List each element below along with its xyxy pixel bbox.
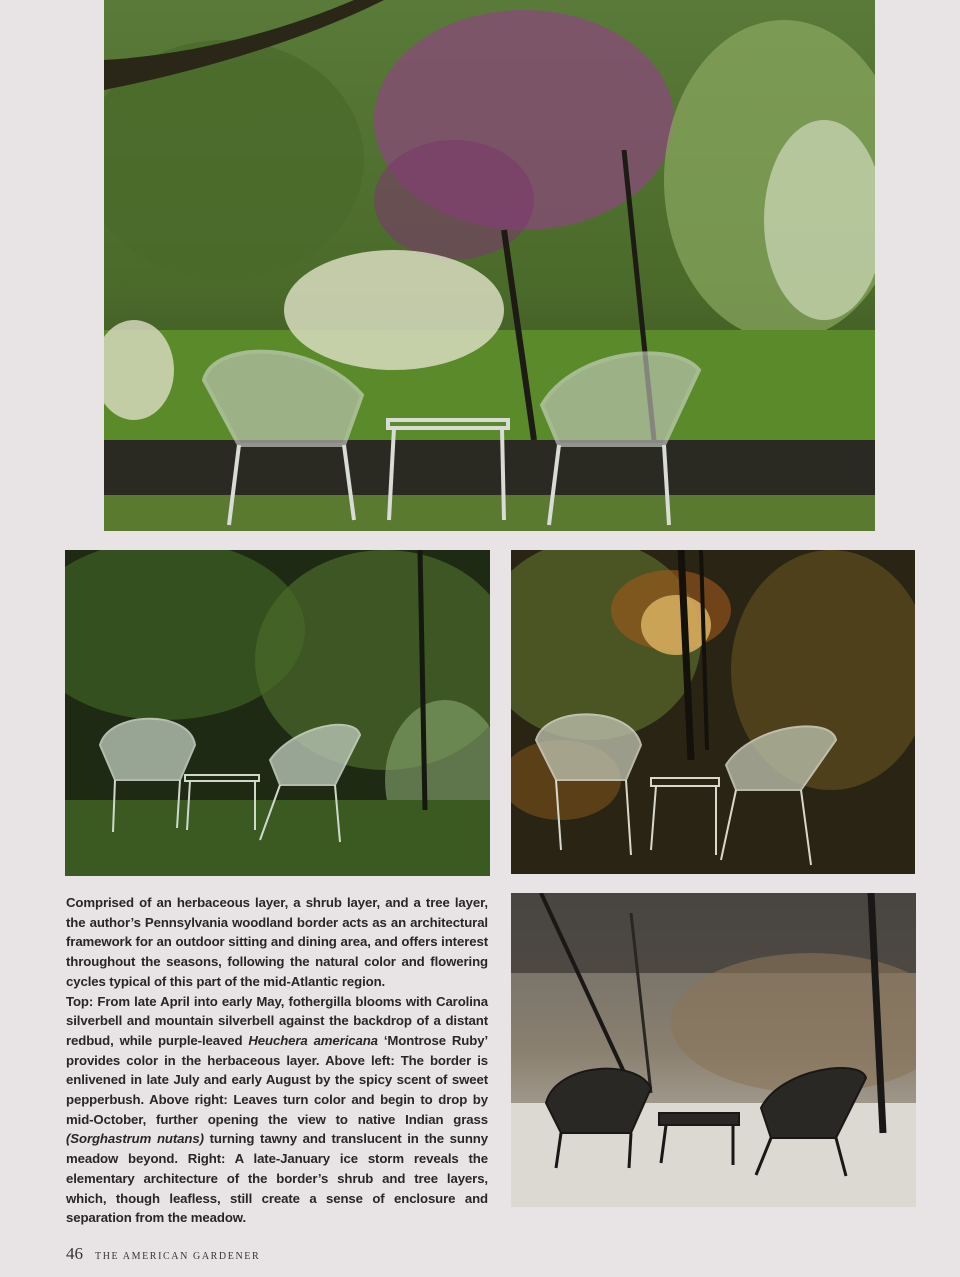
photo-winter-ice-storm xyxy=(511,893,916,1207)
photo-caption xyxy=(66,893,488,1228)
caption-heuchera-name: Heuchera americana xyxy=(248,1032,378,1048)
running-head: THE AMERICAN GARDENER xyxy=(95,1251,261,1262)
caption-end-text: turning tawny and translucent in the sunny meadow beyond. Right: A late-January ice storm reveals the elementary architecture of the border’s shrub and tree layers, which, though leafless, still create a sense of enclosure and separation from the meadow. xyxy=(66,1131,488,1226)
page-footer xyxy=(66,1244,260,1264)
caption-intro: Comprised of an herbaceous layer, a shrub layer, and a tree layer, the author’s Pennsylvania woodland border acts as an architectural framework for an outdoor sitting and dining area, and offers interest throughout the seasons, following the natural color and flowering cycles typical of this part of the mid-Atlantic region. xyxy=(66,895,488,989)
caption-sorghastrum-name: (Sorghastrum nutans) xyxy=(66,1131,204,1147)
caption-middle-text: ‘Montrose Ruby’ provides color in the herbaceous layer. Above left: The border is enlivened in late July and early August by the spicy scent of sweet pepperbush. Above right: Leaves turn color and begin to drop by mid-October, further opening the view to native Indian grass xyxy=(66,1032,489,1127)
photo-autumn-border xyxy=(511,550,915,874)
page-number: 46 xyxy=(66,1244,83,1263)
photo-spring-garden xyxy=(104,0,875,531)
caption-top-text: Top: From late April into early May, fothergilla blooms with Carolina silverbell and mountain silverbell against the backdrop of a distant redbud, while purple-leaved xyxy=(66,993,488,1048)
caption-details xyxy=(66,992,488,1228)
photo-summer-border xyxy=(65,550,490,876)
